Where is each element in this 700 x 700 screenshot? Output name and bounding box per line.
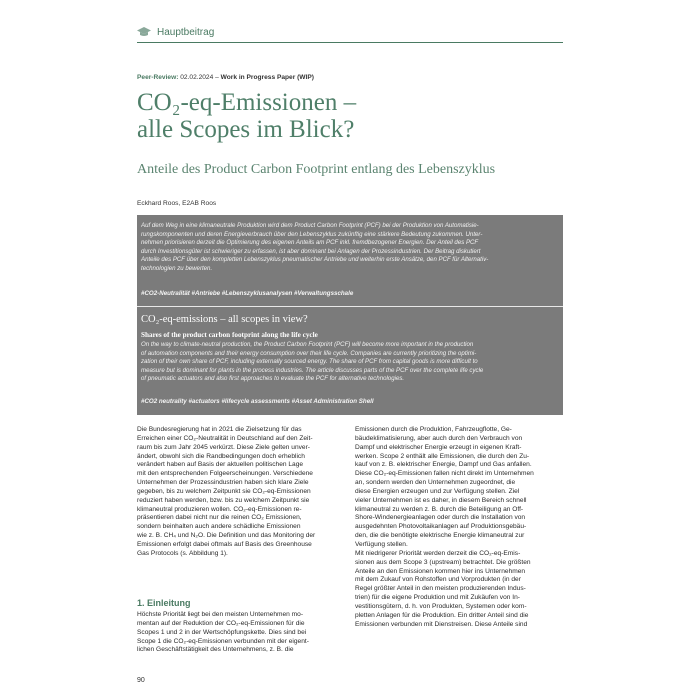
title-line-2: alle Scopes im Blick? <box>137 116 355 143</box>
body-line: Scope 1 die CO₂-eq-Emissionen verbunden mit der eigent- <box>137 637 309 645</box>
body-line: Mit niedrigerer Priorität werden derzeit die CO₂-eq-Emis- <box>355 549 521 557</box>
body-line: sionen aus dem Scope 3 (upstream) betrachtet. Die größten <box>355 558 531 566</box>
peer-review-sep: – <box>215 74 219 81</box>
body-line: Emissionen verbunden mit Dienstreisen. Diese Anteile sind <box>355 620 528 628</box>
abstract-en-line: measure but is dominant for plants in the process industries. The article discusses parts of the PCF over the complete life cycle <box>141 366 484 374</box>
body-line: Emissionen durch die Produktion, Fahrzeugflotte, Ge- <box>355 426 512 433</box>
body-line: diese Energien erzeugen und zur Verfügung stellen. Ziel <box>355 487 520 495</box>
title-line-1: CO₂-eq-Emissionen – <box>137 89 357 116</box>
body-column-right <box>355 426 568 629</box>
body-line: Gas Protocols (s. Abbildung 1). <box>137 549 228 557</box>
body-line: Unternehmen der Prozessindustrien haben sich klare Ziele <box>137 479 309 487</box>
body-column-left-2 <box>137 611 350 655</box>
body-column-left <box>137 426 350 559</box>
peer-review-date: 02.02.2024 <box>180 74 214 81</box>
body-line: klimaneutral zu werden z. B. durch die Beteiligung an Off- <box>355 505 524 513</box>
abstract-de-line: Auf dem Weg in eine klimaneutrale Produktion wird dem Product Carbon Footprint (PCF) bei der Produktion von Automatisie- <box>141 222 479 229</box>
body-line: pletten Anlagen für die Produktion. Ein dritter Anteil sind die <box>355 611 529 619</box>
body-line: Scopes 1 und 2 in der Wertschöpfungskette. Dies sind bei <box>137 628 307 636</box>
body-line: werken. Scope 2 enthält alle Emissionen, die durch den Zu- <box>355 452 530 460</box>
body-line: mentan auf der Reduktion der CO₂-eq-Emissionen für die <box>137 619 305 627</box>
body-line: trien) für die eigene Produktion und mit Zukäufen von In- <box>355 594 520 602</box>
body-line: ausgedehnten Photovoltaikanlagen auf Produktionsgebäu- <box>355 523 527 531</box>
body-line: sondern beinhalten auch andere schädliche Emissionen <box>137 523 301 531</box>
body-line: kauf von z. B. elektrischer Energie, Dampf und Gas anfallen. <box>355 461 532 469</box>
authors: Eckhard Roos, E2AB Roos <box>137 200 217 207</box>
body-line: reduziert haben werden, bzw. bis zu welchem Zeitpunkt sie <box>137 496 310 504</box>
body-line: Shore-Windenergieanlagen oder durch die Installation von <box>355 514 526 522</box>
abstract-en-line: On the way to climate-neutral production, the Product Carbon Footprint (PCF) will become more important in the production <box>141 341 474 348</box>
english-subtitle: Shares of the product carbon footprint along the life cycle <box>141 331 318 339</box>
abstract-de-line: rungskomponenten und deren Energieverbrauch über den Lebenszyklus zukünftig eine stärkere Bedeutung zukommen. Unter- <box>141 230 483 238</box>
body-line: raum bis zum Jahr 2045 verkürzt. Diese Ziele gelten unver- <box>137 443 310 451</box>
body-line: ändert, obwohl sich die Randbedingungen doch erheblich <box>137 452 305 460</box>
body-line: Erreichen einer CO₂-Neutralität in Deutschland auf den Zeit- <box>137 434 313 442</box>
abstract-de <box>141 222 561 274</box>
peer-review-line <box>137 74 314 81</box>
abstract-en <box>141 341 561 384</box>
body-line: lichen Geschäftstätigkeit des Unternehmens, z. B. die <box>137 646 294 654</box>
abstract-de-line: technologien zu bewerten. <box>141 264 213 272</box>
body-line: wie z. B. CH₄ und N₂O. Die Definition und das Monitoring der <box>137 532 316 540</box>
body-line: Anteile an den Emissionen kommen hier ins Unternehmen <box>355 567 526 575</box>
abstract-de-line: nehmen priorisieren derzeit die Optimierung des eigenen Anteils am PCF inkl. fremdbezogener Energien. Der Anteil des PCF <box>141 239 479 247</box>
body-line: Die Bundesregierung hat in 2021 die Zielsetzung für das <box>137 426 302 433</box>
body-line: mit den entsprechenden Folgeerscheinungen. Verschiedene <box>137 470 313 478</box>
section-header <box>137 22 563 42</box>
body-line: bäudeklimatisierung, aber auch durch den Verbrauch von <box>355 434 523 442</box>
section-label: Hauptbeitrag <box>157 26 215 38</box>
abstract-de-line: durch Investitionsgüter ist schwieriger zu erfassen, ist aber dominant bei Anlagen der Prozessindustrien. Der Beitrag diskutiert <box>141 247 481 255</box>
peer-review-label: Peer-Review: <box>137 74 179 81</box>
body-line: Verfügung stellen. <box>355 540 408 548</box>
body-line: an, sondern werden den Unternehmen zugeordnet, die <box>355 479 516 487</box>
body-line: vieler Unternehmen ist es daher, in diesem Bereich schnell <box>355 496 527 504</box>
abstract-en-line: of automation components and their energy consumption over their life cycle. Companies are currently prioritizing the optimi- <box>141 349 477 357</box>
body-line: gegeben, bis zu welchem Zeitpunkt sie CO₂-eq-Emissionen <box>137 487 311 495</box>
abstract-de-line: Anteile des PCF über den kompletten Lebenszyklus pneumatischer Antriebe und weiterhin erste Ansätze, den PCF für Alternativ- <box>141 256 489 264</box>
header-divider <box>137 42 563 43</box>
body-line: Emissionen erfolgt dabei oftmals auf Basis des Greenhouse <box>137 540 312 548</box>
body-line: präsentieren dabei nicht nur die reinen CO₂ Emissionen, <box>137 514 302 522</box>
graduation-cap-icon <box>137 27 151 37</box>
abstract-en-line: of pneumatic actuators and also first approaches to evaluate the PCF for alternative technologies. <box>141 375 405 383</box>
article-title <box>137 89 567 143</box>
body-line: verändert haben auf Basis der aktuellen politischen Lage <box>137 461 304 469</box>
body-line: Diese CO₂-eq-Emissionen fallen nicht direkt im Unternehmen <box>355 470 534 478</box>
abstract-en-line: zation of their own share of PCF, including externally sourced energy. The share of PCF from capital goods is more difficult to <box>141 358 478 366</box>
body-line: klimaneutral produzieren wollen. CO₂-eq-Emissionen re- <box>137 505 302 513</box>
keywords-en: #CO2 neutrality #actuators #lifecycle assessments #Asset Administration Shell <box>141 398 374 405</box>
english-title: CO₂-eq-emissions – all scopes in view? <box>141 314 308 325</box>
body-line: Regel größter Anteil in den meisten produzierenden Indus- <box>355 585 526 593</box>
section-heading-einleitung: 1. Einleitung <box>137 598 191 608</box>
body-line: vestitionsgütern, d. h. von Produkten, Systemen oder kom- <box>355 602 527 610</box>
peer-review-status: Work in Progress Paper (WIP) <box>220 74 314 81</box>
abstract-divider <box>137 306 563 307</box>
article-subtitle: Anteile des Product Carbon Footprint entlang des Lebenszyklus <box>137 162 496 177</box>
body-line: mit dem Zukauf von Rohstoffen und Vorprodukten (in der <box>355 576 521 584</box>
page-number: 90 <box>137 677 145 684</box>
body-line: Dampf und elektrischer Energie erzeugt in eigenen Kraft- <box>355 443 522 451</box>
body-line: den, die die benötigte elektrische Energie klimaneutral zur <box>355 532 525 540</box>
keywords-de: #CO2-Neutralität #Antriebe #Lebenszyklusanalysen #Verwaltungsschale <box>141 290 354 297</box>
body-line: Höchste Priorität liegt bei den meisten Unternehmen mo- <box>137 611 304 618</box>
